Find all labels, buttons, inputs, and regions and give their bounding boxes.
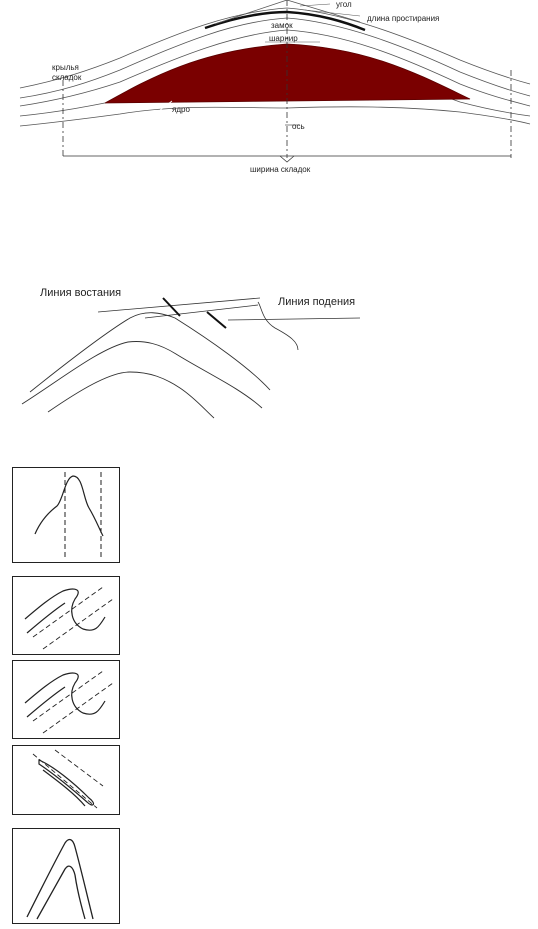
isoclinal-fold-icon xyxy=(13,829,119,923)
fold-anatomy-diagram xyxy=(0,0,538,190)
overturned-fold-thumbnail-2 xyxy=(12,660,120,739)
rise-line-label: Линия востания xyxy=(40,287,122,299)
angle-label: угол xyxy=(336,0,352,9)
axis-label: ось xyxy=(292,122,305,131)
plunge-diagram xyxy=(0,280,538,430)
overturned-fold-icon xyxy=(13,577,119,654)
upright-fold-icon xyxy=(13,468,119,562)
recumbent-fold-icon xyxy=(13,746,119,814)
upright-fold-thumbnail xyxy=(12,467,120,563)
strike-length-label: длина простирания xyxy=(367,14,440,23)
plunge-line-label: Линия подения xyxy=(278,296,356,308)
limbs-label: крылья складок xyxy=(52,63,82,82)
core-label: ядро xyxy=(172,105,190,114)
overturned-fold-icon xyxy=(13,661,119,738)
hinge-label: шарнир xyxy=(269,34,298,43)
crest-label: замок xyxy=(271,21,293,30)
overturned-fold-thumbnail xyxy=(12,576,120,655)
fold-width-label: ширина складок xyxy=(250,165,311,174)
recumbent-fold-thumbnail xyxy=(12,745,120,815)
isoclinal-fold-thumbnail xyxy=(12,828,120,924)
